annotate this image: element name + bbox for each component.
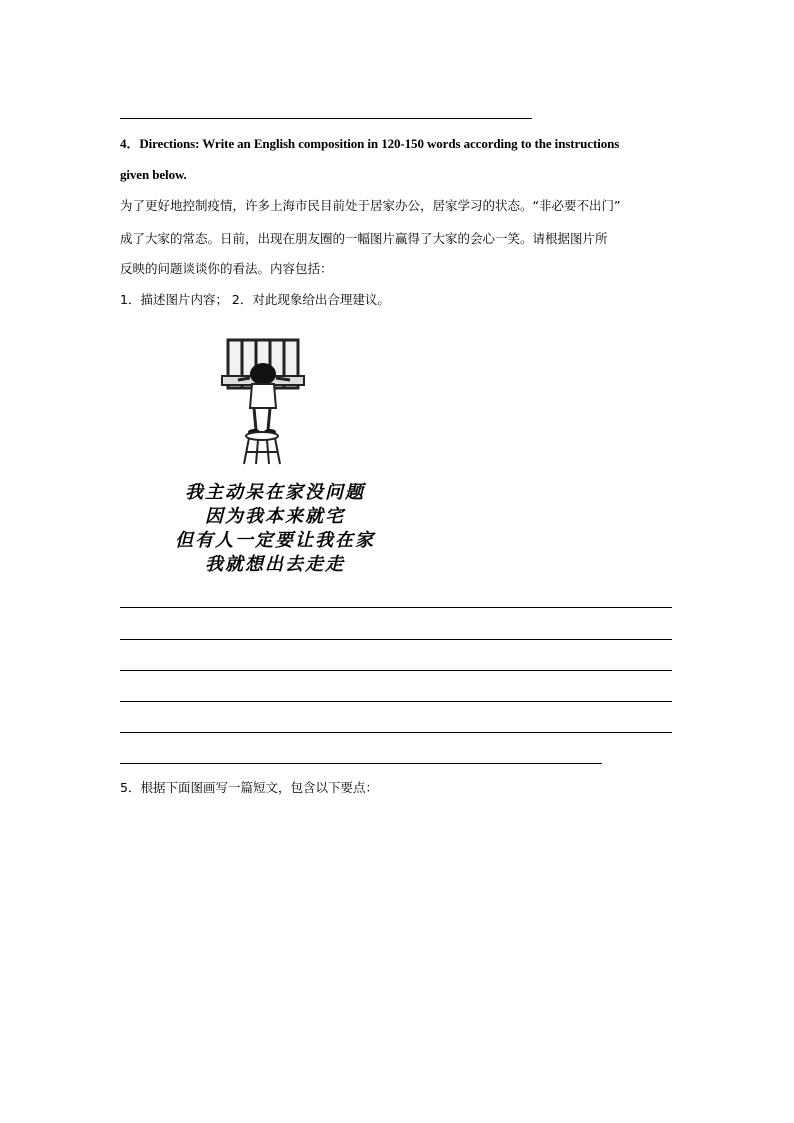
cartoon-caption-line-2: 因为我本来就宅 (205, 506, 345, 527)
instruction-line-2: 成了大家的常态。日前，出现在朋友圈的一幅图片赢得了大家的会心一笑。请根据图片所 (120, 231, 608, 246)
question-4-directions (120, 136, 619, 152)
content-points: 1．描述图片内容； 2．对此现象给出合理建议。 (120, 292, 390, 307)
writing-line (120, 701, 672, 702)
directions-text-line-2: given below. (120, 167, 187, 182)
instruction-line-3: 反映的问题谈谈你的看法。内容包括： (120, 261, 333, 276)
writing-line (120, 732, 672, 733)
instruction-line-1: 为了更好地控制疫情，许多上海市民目前处于居家办公，居家学习的状态。“非必要不出门” (120, 198, 621, 213)
directions-text-line-1: Directions: Write an English composition in 120-150 words according to the instructions (139, 136, 620, 151)
question-5-prompt: 5．根据下面图画写一篇短文，包含以下要点： (120, 780, 378, 795)
writing-line (120, 670, 672, 671)
writing-line (120, 763, 602, 764)
cartoon-caption-line-4: 我就想出去走走 (205, 554, 345, 575)
cartoon-caption-line-3: 但有人一定要让我在家 (175, 530, 375, 551)
boy-at-window-drawing (150, 330, 400, 470)
writing-line (120, 639, 672, 640)
cartoon-caption-line-1: 我主动呆在家没问题 (185, 482, 365, 503)
writing-line (120, 607, 672, 608)
question-number: 4． (120, 136, 140, 151)
answer-line (120, 118, 532, 119)
